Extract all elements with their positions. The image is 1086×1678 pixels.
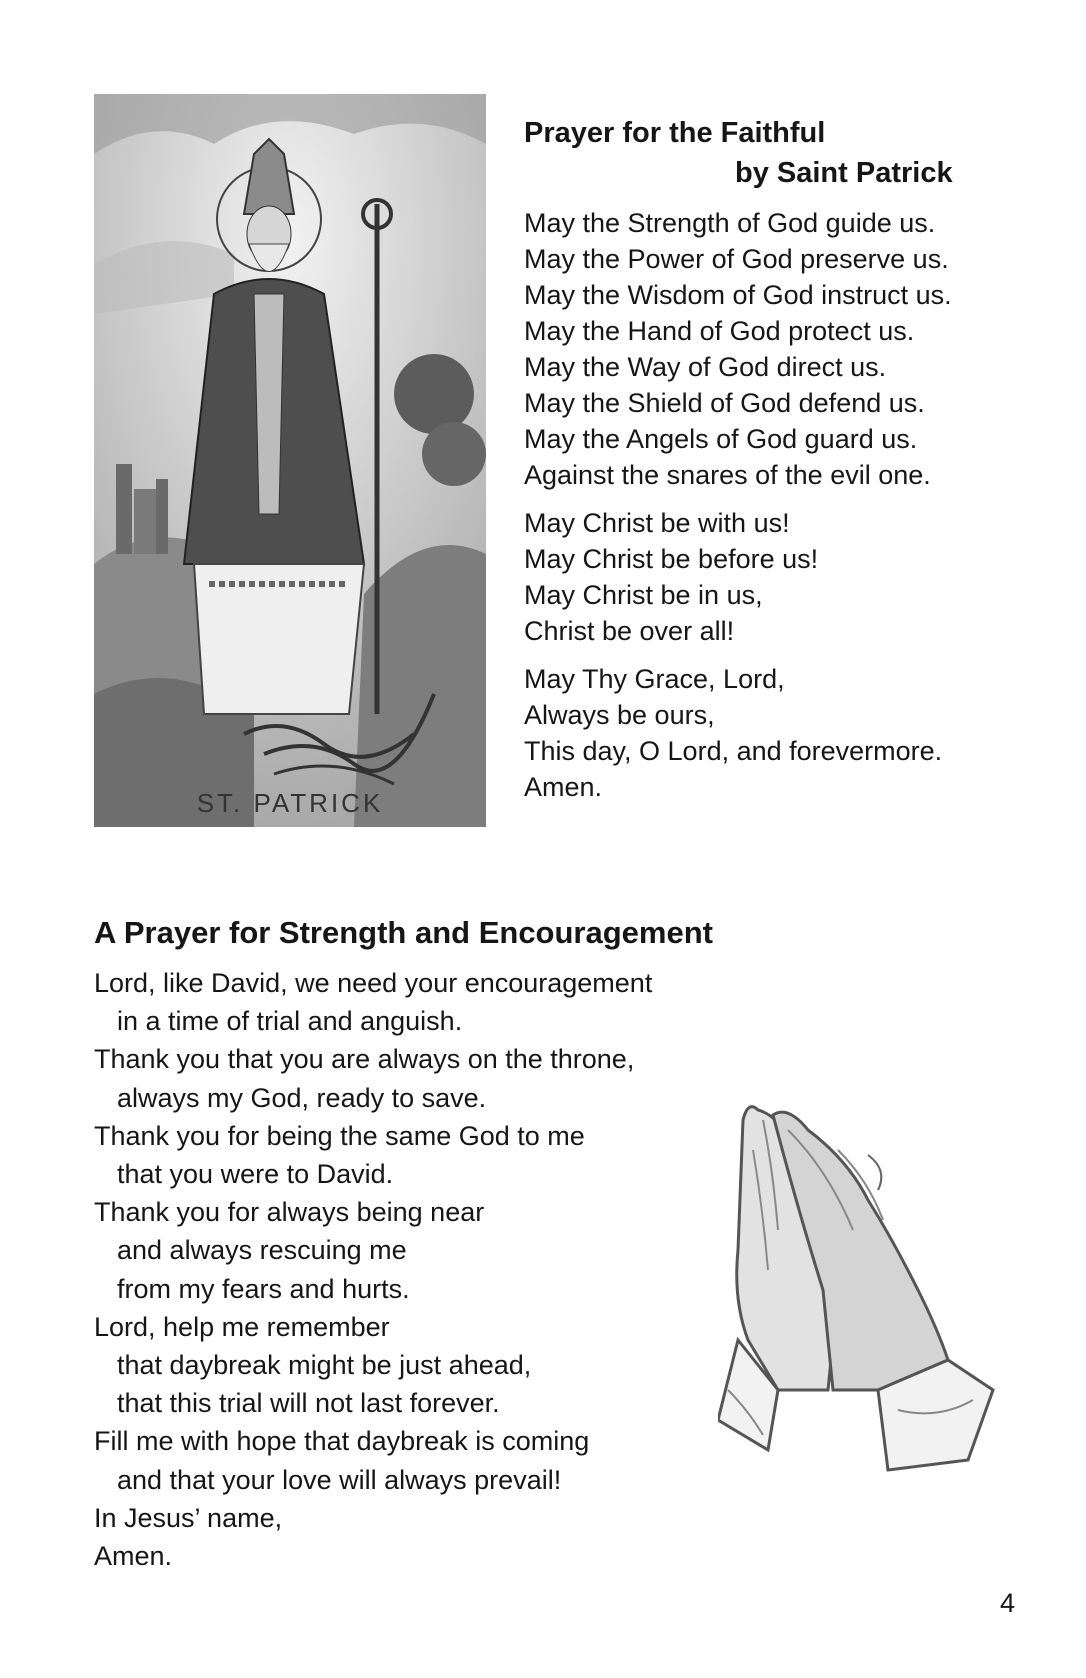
praying-hands-image xyxy=(718,1090,998,1480)
saint-patrick-image xyxy=(94,94,486,827)
verse-line: May Christ be in us, xyxy=(524,580,763,610)
verse-line: Against the snares of the evil one. xyxy=(524,460,931,490)
verse-line: in a time of trial and anguish. xyxy=(117,1006,463,1037)
verse-line: May Christ be with us! xyxy=(524,508,790,538)
verse-line: and that your love will always prevail! xyxy=(117,1464,562,1495)
verse-line: Thank you for always being near xyxy=(94,1197,485,1228)
verse-line: Lord, help me remember xyxy=(94,1311,390,1342)
prayer1-stanza-3 xyxy=(524,661,1004,805)
prayer2-body xyxy=(94,964,714,1575)
verse-line: Amen. xyxy=(94,1541,173,1572)
prayer1-subtitle: by Saint Patrick xyxy=(735,157,953,189)
verse-line: that this trial will not last forever. xyxy=(117,1388,500,1419)
verse-line: May the Hand of God protect us. xyxy=(524,316,915,346)
verse-line: This day, O Lord, and forevermore. xyxy=(524,736,943,766)
verse-line: Amen. xyxy=(524,772,603,802)
verse-line: May the Shield of God defend us. xyxy=(524,388,925,418)
verse-line: from my fears and hurts. xyxy=(117,1273,410,1304)
verse-line: May the Way of God direct us. xyxy=(524,352,887,382)
verse-line: May the Strength of God guide us. xyxy=(524,208,936,238)
prayer1-stanza-1 xyxy=(524,205,1004,493)
verse-line: May the Angels of God guard us. xyxy=(524,424,918,454)
prayer2-title: A Prayer for Strength and Encouragement xyxy=(94,915,713,950)
verse-line: May the Wisdom of God instruct us. xyxy=(524,280,952,310)
verse-line: and always rescuing me xyxy=(117,1235,407,1266)
verse-line: In Jesus’ name, xyxy=(94,1502,283,1533)
verse-line: that you were to David. xyxy=(117,1159,394,1190)
verse-line: May Christ be before us! xyxy=(524,544,819,574)
verse-line: that daybreak might be just ahead, xyxy=(117,1350,532,1381)
verse-line: Christ be over all! xyxy=(524,616,735,646)
prayer1-title: Prayer for the Faithful xyxy=(524,117,826,149)
page-number: 4 xyxy=(1000,1588,1016,1618)
verse-line: May Thy Grace, Lord, xyxy=(524,664,785,694)
praying-hands-icon xyxy=(718,1090,998,1480)
verse-line: Thank you for being the same God to me xyxy=(94,1120,585,1151)
verse-line: Thank you that you are always on the throne, xyxy=(94,1044,635,1075)
saint-patrick-illustration xyxy=(94,94,486,827)
verse-line: Fill me with hope that daybreak is coming xyxy=(94,1426,590,1457)
prayer1-stanza-2 xyxy=(524,505,1004,649)
verse-line: Lord, like David, we need your encouragement xyxy=(94,968,653,998)
verse-line: Always be ours, xyxy=(524,700,715,730)
verse-line: always my God, ready to save. xyxy=(117,1082,487,1113)
verse-line: May the Power of God preserve us. xyxy=(524,244,949,274)
image-caption: ST. PATRICK xyxy=(196,788,384,818)
